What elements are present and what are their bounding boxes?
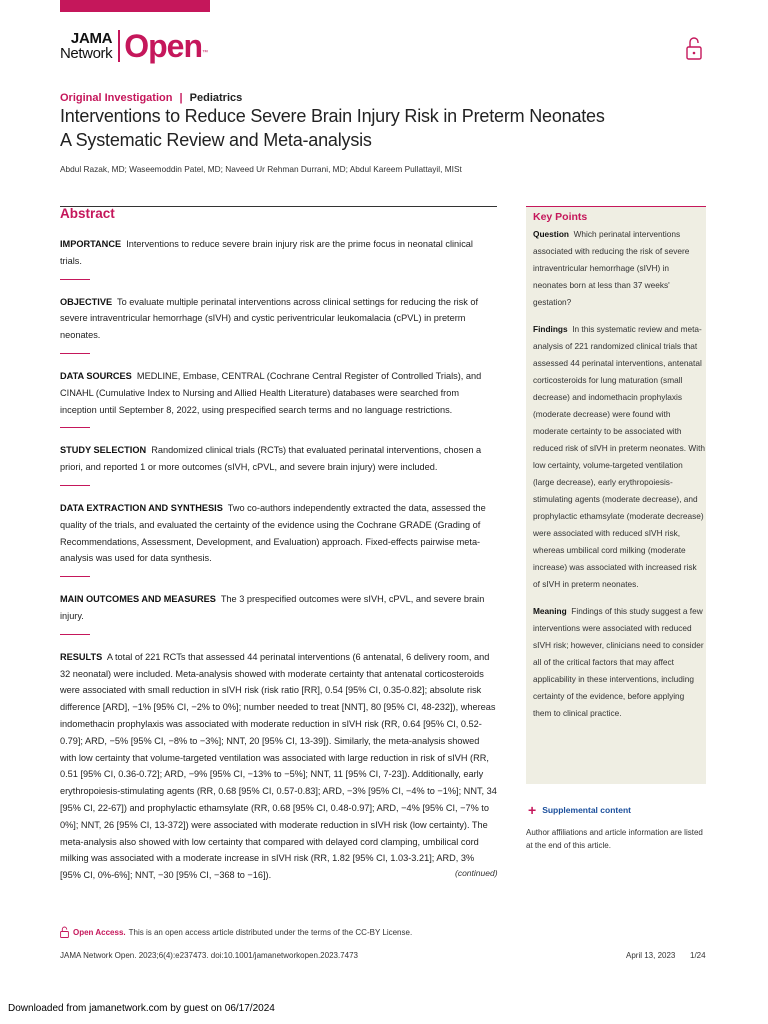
abstract-objective <box>60 294 497 344</box>
continued-note: (continued) <box>455 868 498 878</box>
open-access-lock-icon <box>60 926 69 938</box>
logo-open: Open <box>124 28 202 64</box>
section-divider <box>60 485 90 486</box>
open-access-notice <box>60 926 412 938</box>
abstract-data-extraction <box>60 500 497 567</box>
article-topic[interactable]: Pediatrics <box>189 92 243 104</box>
key-point-label: Question <box>533 229 569 239</box>
author-list: Abdul Razak, MD; Waseemoddin Patel, MD; Naveed Ur Rehman Durrani, MD; Abdul Kareem Pullattayil, MISt <box>60 164 462 174</box>
abstract-section-text: MEDLINE, Embase, CENTRAL (Cochrane Central Register of Controlled Trials), and CINAHL (Cumulative Index to Nursing and Allied Health Literature) databases were searched from inception until September 8, 2022, using prespecified search terms and no language restrictions. <box>60 370 482 415</box>
author-affiliations-note: Author affiliations and article information are listed at the end of this article. <box>526 828 703 850</box>
abstract-body <box>60 236 497 884</box>
top-accent-bar <box>60 0 210 12</box>
key-point-label: Meaning <box>533 606 567 616</box>
abstract-section-label: MAIN OUTCOMES AND MEASURES <box>60 594 216 605</box>
plus-icon: + <box>528 802 537 818</box>
key-point-text: Which perinatal interventions associated with reducing the risk of severe intraventricular hemorrhage (sIVH) in neonates born at less than 37 weeks' gestation? <box>533 229 690 307</box>
citation: JAMA Network Open. 2023;6(4):e237473. doi:10.1001/jamanetworkopen.2023.7473 <box>60 951 358 960</box>
abstract-section-label: IMPORTANCE <box>60 239 122 249</box>
abstract-section-label: STUDY SELECTION <box>60 445 147 456</box>
publication-date: April 13, 2023 <box>626 951 676 960</box>
logo-divider <box>118 30 120 62</box>
abstract-heading: Abstract <box>60 206 115 221</box>
section-divider <box>60 634 90 635</box>
section-divider <box>60 576 90 577</box>
jama-network-open-logo[interactable] <box>60 30 208 62</box>
key-point-findings <box>533 321 705 593</box>
logo-jama: JAMA <box>70 30 113 47</box>
abstract-section-text: To evaluate multiple perinatal interventions across clinical settings for reducing the risk of severe intraventricular hemorrhage (sIVH) and cystic periventricular leukomalacia (cPVL) in preterm neonates. <box>60 296 479 341</box>
logo-trademark: ™ <box>202 50 208 56</box>
abstract-section-label: OBJECTIVE <box>60 296 113 307</box>
supplemental-content-link[interactable] <box>528 803 631 817</box>
abstract-section-text: Randomized clinical trials (RCTs) that evaluated perinatal interventions, chosen a priori, and reported 1 or more outcomes (sIVH, cPVL, and severe brain injury) were included. <box>60 445 482 473</box>
download-stamp: Downloaded from jamanetwork.com by guest on 06/17/2024 <box>8 1003 275 1014</box>
abstract-section-text: Two co-authors independently extracted the data, assessed the quality of the trials, and evaluated the certainty of the evidence using the Cochrane GRADE (Grading of Recommendations, Assessment, Development, and Evaluation) approach. Fixed-effects pairwise meta-analysis was used for data synthesis. <box>60 502 486 564</box>
section-separator: | <box>179 92 183 104</box>
abstract-rule <box>60 206 497 207</box>
abstract-section-label: DATA EXTRACTION AND SYNTHESIS <box>60 502 223 513</box>
key-points-heading: Key Points <box>533 211 588 223</box>
abstract-section-label: DATA SOURCES <box>60 370 132 381</box>
article-section <box>60 92 242 104</box>
article-title: Interventions to Reduce Severe Brain Injury Risk in Preterm Neonates <box>60 106 605 126</box>
key-point-text: In this systematic review and meta-analysis of 221 randomized clinical trials that assessed 44 perinatal interventions, antenatal corticosteroids for lung maturation (small decrease) and indomethacin prophylaxis (moderate decrease) were found with moderate certainty to be associated with reduced risk of sIVH in preterm neonates. With low certainty, volume-targeted ventilation (large decrease), early erythropoiesis-stimulating agents (moderate decrease), and prophylactic ethamsylate (moderate decrease) were associated with reduced sIVH risk, whereas umbilical cord milking (moderate increase) was associated with increased risk of sIVH in preterm neonates. <box>533 324 706 589</box>
abstract-section-text: The 3 prespecified outcomes were sIVH, cPVL, and severe brain injury. <box>60 594 485 621</box>
abstract-section-text: A total of 221 RCTs that assessed 44 perinatal interventions (6 antenatal, 6 delivery room, and 32 neonatal) were included. Meta-analysis showed with moderate certainty that antenatal corticosteroids were associated with small reduction in sIVH risk (risk ratio [RR], 0.54 [95% CI, 0.35-0.82]; absolute risk difference [ARD], −1% [95% CI, −2% to 0%]; number needed to treat [NNT], 80 [95% CI, 48-232]), whereas indomethacin prophylaxis was associated with moderate reduction in sIVH risk (RR, 0.64 [95% CI, 0.52-0.79]; ARD, −5% [95% CI, −8% to −3%]; NNT, 20 [95% CI, 13-39]). Similarly, the meta-analysis showed with low certainty that volume-targeted ventilation was associated with large reduction in risk of sIVH (RR, 0.51 [95% CI, 0.36-0.72]; ARD, −9% [95% CI, −13% to −5%]; NNT, 11 [95% CI, 7-23]). Additionally, early erythropoiesis-stimulating agents (RR, 0.68 [95% CI, 0.57-0.83]; ARD, −3% [95% CI, −4% to −1%]; NNT, 34 [95% CI, 22-67]) and prophylactic ethamsylate (RR, 0.68 [95% CI, 0.48-0.97]; ARD, −4% [95% CI, −7% to 0%]; NNT, 26 [95% CI, 13-372]) were associated with moderate reduction in sIVH risk (low certainty). The meta-analysis also showed with low certainty that compared with delayed cord clamping, umbilical cord milking was associated with a moderate increase in sIVH risk (RR, 1.82 [95% CI, 1.03-3.21]; ARD, 3% [95% CI, 0%-6%]; NNT, −30 [95% CI, −368 to −16]). <box>60 651 497 881</box>
abstract-data-sources <box>60 368 497 418</box>
article-subtitle: A Systematic Review and Meta-analysis <box>60 130 372 150</box>
abstract-results <box>60 649 497 884</box>
logo-wordmark <box>60 31 112 61</box>
logo-network: Network <box>60 45 113 62</box>
open-lock-icon <box>686 36 702 60</box>
key-points-box <box>526 206 706 784</box>
supplemental-label[interactable]: Supplemental content <box>542 805 631 815</box>
key-point-text: Findings of this study suggest a few interventions were associated with reduced sIVH risk; however, clinicians need to consider all of the critical factors that may affect applicability in these interventions, including certainty of the evidence, before applying them to clinical practice. <box>533 606 704 718</box>
abstract-importance <box>60 236 497 270</box>
abstract-study-selection <box>60 442 497 476</box>
section-divider <box>60 427 90 428</box>
page-number: 1/24 <box>690 951 706 960</box>
section-divider <box>60 279 90 280</box>
open-access-label[interactable]: Open Access. <box>73 927 126 937</box>
key-point-question <box>533 226 705 311</box>
abstract-section-label: RESULTS <box>60 651 103 662</box>
article-type[interactable]: Original Investigation <box>60 92 173 104</box>
section-divider <box>60 353 90 354</box>
key-point-meaning <box>533 603 705 722</box>
open-access-text: This is an open access article distributed under the terms of the CC-BY License. <box>128 927 413 937</box>
abstract-section-text: Interventions to reduce severe brain injury risk are the prime focus in neonatal clinical trials. <box>60 239 473 266</box>
abstract-main-outcomes <box>60 591 497 625</box>
key-point-label: Findings <box>533 324 568 334</box>
